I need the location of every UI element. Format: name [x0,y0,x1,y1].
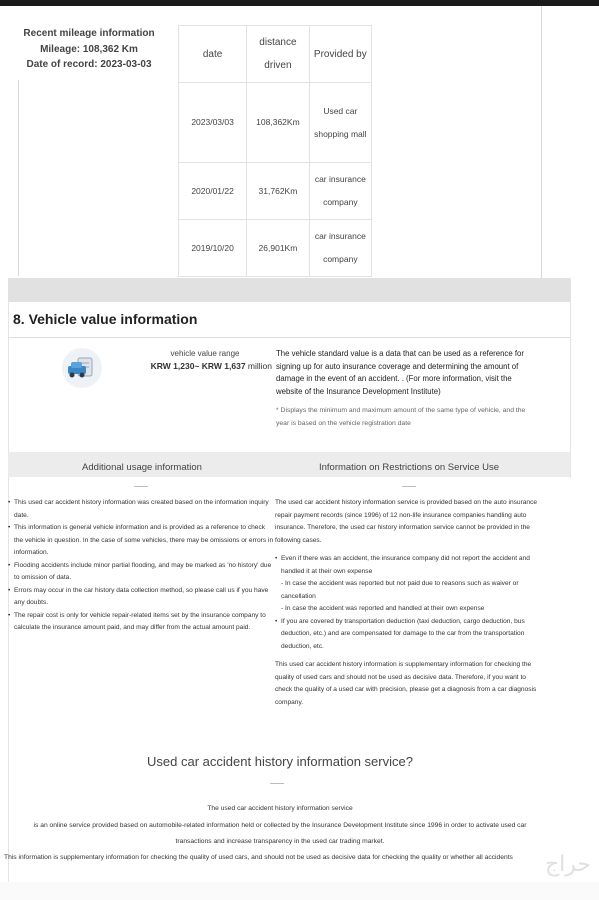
list-item: • This used car accident history information was created based on the information inquiry date. [8,499,269,519]
row-date: 2019/10/20 [179,220,247,277]
list-item-text: This information is general vehicle information and is provided as a reference to check the vehicle in question. In the case of some vehicles, there may be omissions or errors in information. [14,524,274,556]
row-date: 2023/03/03 [179,83,247,163]
row-distance: 26,901Km [247,220,309,277]
watermark-logo: حراج [544,852,591,877]
right-border [541,6,542,278]
mileage-heading: Recent mileage information [23,28,155,39]
col-provider: Provided by [309,26,371,83]
list-item: • The repair cost is only for vehicle repair-related items set by the insurance company to calculate the insurance amount paid, and may differ from the actual amount paid. [8,611,266,631]
restrictions-intro: The used car accident history information service is provided based on the auto insurance repair payment records (since 1996) of 12 non-life insurance companies handling auto insurance. Therefore, the used car history information service cannot be provided in the following cases. [275,499,538,544]
mileage-value: Mileage: 108,362 Km [40,43,138,55]
list-item: • Flooding accidents include minor partial flooding, and may be marked as 'no history' due to omission of data. [8,561,272,581]
mileage-summary [14,26,164,73]
footer-line-2: is an online service provided based on automobile-related information held or collected by the Insurance Development Institute since 1996 in order to activate used car [33,822,527,829]
list-item-sub: - In case the accident was reported but not paid due to reasons such as waiver or cancellation [281,580,519,600]
row-date: 2020/01/22 [179,163,247,220]
row-provider: Used car shopping mall [309,83,371,163]
row-provider: car insurance company [309,163,371,220]
mileage-table [178,25,372,277]
list-item-text: Even if there was an accident, the insurance company did not report the accident and handled it at their own expense [281,555,530,575]
divider [8,337,570,338]
restrictions-outro: This used car accident history information is supplementary information for checking the quality of used cars and should not be used as decisive data. Therefore, if you want to check the quality of a used car with precision, please get a diagnosis from a car diagnosis company. [275,661,537,706]
list-item-text: If you are covered by transportation deduction (taxi deduction, cargo deduction, bus deduction, etc.) and are compensated for damage to the car from the transportation deduction, etc. [281,617,525,650]
right-border-lower [570,278,571,478]
value-note: * Displays the minimum and maximum amount of the same type of vehicle, and the year is based on the vehicle registration date [276,407,526,427]
additional-usage-heading: Additional usage information [82,462,202,473]
table-row [179,220,372,277]
list-item-text: This used car accident history information was created based on the information inquiry date. [14,499,269,519]
restrictions-block [275,497,543,709]
list-item-text: Flooding accidents include minor partial flooding, and may be marked as 'no history' due to omission of data. [14,561,272,581]
footer-title: Used car accident history information service? [147,754,413,769]
list-item: • Errors may occur in the car history data collection method, so please call us if you have any doubts. [8,586,269,606]
table-row [179,83,372,163]
footer-line-4: This information is supplementary information for checking the quality of used cars, and should not be used as decisive data for checking the quality or whether all accidents [4,854,513,861]
usage-list [8,497,276,635]
bottom-edge [0,882,599,900]
value-description: The vehicle standard value is a data that can be used as a reference for signing up for auto insurance coverage and determining the amount of damage in the event of an accident. . (For more information, visit the website of the Insurance Development Institute) [276,349,524,396]
value-range-label: vehicle value range [170,349,240,358]
divider [134,486,148,487]
list-item-sub: - In case the accident was reported and handled at their own expense [281,605,485,612]
top-bar [0,0,599,6]
value-range [136,361,272,371]
row-distance: 31,762Km [247,163,309,220]
value-range-separator: ~ [194,361,200,371]
list-item-text: The repair cost is only for vehicle repair-related items set by the insurance company to calculate the insurance amount paid, and may differ from the actual amount paid. [14,611,266,631]
row-provider: car insurance company [309,220,371,277]
list-item-text: Errors may occur in the car history data collection method, so please call us if you have any doubts. [14,586,269,606]
value-range-min: KRW 1,230 [150,361,195,371]
mileage-date: Date of record: 2023-03-03 [26,59,152,70]
section-separator [8,278,570,302]
col-distance: distance driven [247,26,309,83]
list-item: • Even if there was an accident, the insurance company did not report the accident and handled it at their own expense [275,555,530,575]
footer-line-1: The used car accident history information service [207,805,353,812]
value-range-unit: million [245,361,272,371]
divider [402,486,416,487]
value-range-max: KRW 1,637 [199,361,246,371]
section-title: 8. Vehicle value information [13,311,198,327]
car-icon [62,348,102,388]
restrictions-heading: Information on Restrictions on Service Use [318,462,500,473]
left-border [18,80,19,276]
divider [270,783,284,784]
list-item: • If you are covered by transportation deduction (taxi deduction, cargo deduction, bus deduction, etc.) and are compensated for damage to the car from the transportation deduction, etc. [275,617,525,650]
footer-line-3: transactions and increase transparency in the used car trading market. [175,838,385,845]
mileage-table-header [179,26,372,83]
col-date: date [179,26,247,83]
table-row [179,163,372,220]
row-distance: 108,362Km [247,83,309,163]
list-item: • This information is general vehicle information and is provided as a reference to check the vehicle in question. In the case of some vehicles, there may be omissions or errors in information. [8,524,274,556]
